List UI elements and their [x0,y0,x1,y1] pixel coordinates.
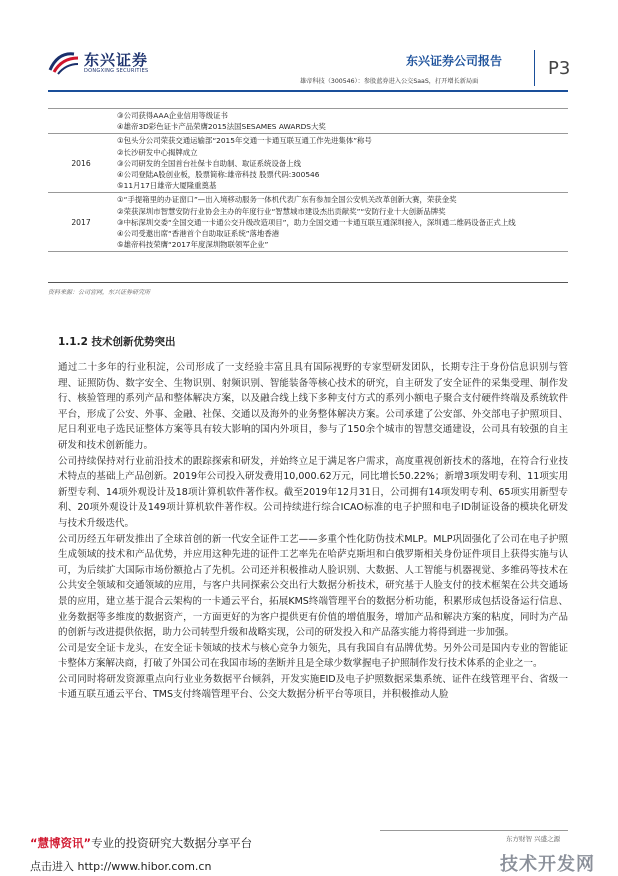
promo-text: 专业的投资研究大数据分享平台 [91,836,253,850]
page-number: P3 [548,58,571,79]
history-row [48,134,568,193]
history-item: ③公司获得AAA企业信用等级证书 [117,111,228,120]
report-subtitle: 雄帝科技（300546）：参股蓝券进入公交SaaS，打开增长新局面 [300,78,479,85]
footer-slogan: 东方财智 兴盛之源 [506,835,561,843]
history-item: ③中标深圳交委“全国交通一卡通公交升级改造项目”，助力全国交通一卡通互联互通深圳接入，深圳通二维码设备正式上线 [117,217,516,227]
logo-icon [48,50,80,76]
report-title: 东兴证券公司报告 [406,54,503,68]
header-rule [48,90,568,92]
body-text [58,360,568,703]
body-paragraph: 公司持续保持对行业前沿技术的跟踪探索和研发，并始终立足于满足客户需求，高度重视创新技术的落地，在符合行业技术特点的基础上产品创新。2019年公司投入研发费用10,000.62万元，同比增长50.22%；新增3项发明专利、11项实用新型专利、14项外观设计及18项计算机软件著作权。截至2019年12月31日，公司拥有14项发明专利、65项实用新型专利、20项外观设计及149项计算机软件著作权。公司持续进行综合ICAO标准的电子护照和电子ID制证设备的模块化研发与技术升级迭代。 [58,455,568,529]
history-item: ⑤11月17日雄帝大厦隆重奠基 [117,181,217,191]
history-item: ③公司研发的全国首台社保卡自助制、取证系统设备上线 [117,158,302,168]
footer-rule [380,830,568,831]
promo-brand: “慧博资讯” [30,836,92,850]
history-item: ①包头分公司荣获交通运输部“2015年交通一卡通互联互通工作先进集体”称号 [117,136,372,146]
history-item: ②荣获深圳市智慧安防行业协会主办的年度行业“智慧城市建设杰出贡献奖”“安防行业十大创新品牌奖 [117,206,446,216]
history-item: ①“手提箱里的办证窗口”—出入境移动服务一体机代表广东有参加全国公安机关改革创新大赛，荣获金奖 [117,195,457,205]
section-title: 1.1.2 技术创新优势突出 [58,336,176,348]
watermark-text: 技术开发网 [500,854,595,875]
history-item: ②长沙研发中心揭牌成立 [117,147,198,157]
history-items [114,193,568,252]
history-row [48,193,568,252]
body-paragraph: 公司同时将研发资源重点向行业业务数据平台倾斜，开发实施EID及电子护照数据采集系统、证件在线管理平台、省级一卡通互联互通云平台、TMS支付终端管理平台、公交大数据分析平台等项目，并积极推动人脸 [58,673,568,701]
promo-banner [30,835,252,851]
source-rule [48,282,568,283]
history-items [114,109,568,134]
history-item: ④雄帝3D彩色证卡产品荣膺2015法国SESAMES AWARDS大奖 [117,122,326,132]
body-paragraph: 通过二十多年的行业积淀，公司形成了一支经验丰富且具有国际视野的专家型研发团队，长期专注于身份信息识别与管理、证照防伪、数字安全、生物识别、射频识别、智能装备等核心技术的研究，自主研发了安全证件的采集受理、制作发行、核验管理的系列产品和整体解决方案，以及融合线上线下多种支付方式的系列小额电子聚合支付硬件终端及系统软件平台，形成了公安、外事、金融、社保、交通以及海外的业务整体解决方案。公司承建了公安部、外交部电子护照项目、尼日利亚电子选民证整体方案等具有较大影响的国内外项目，参与了150余个城市的智慧交通建设，公司具有较强的自主研发和技术创新能力。 [58,362,568,451]
body-paragraph: 公司是安全证卡龙头，在安全证卡领域的技术与核心竞争力领先，具有我国自有品牌优势。另外公司是国内专业的智能证卡整体方案解决商，打破了外国公司在我国市场的垄断并且是全球少数掌握电子护照制作发行技术体系的企业之一。 [58,642,568,670]
history-year [48,109,114,134]
history-table [48,108,568,252]
history-year: 2017 [48,193,114,252]
body-paragraph: 公司历经五年研发推出了全球首创的新一代安全证件工艺——多重个性化防伪技术MLP。MLP巩固强化了公司在电子护照生成领域的技术和产品优势，并应用这种先进的证件工艺率先在哈萨克斯坦和白俄罗斯相关身份证件项目上获得实施与认可，为后续扩大国际市场份额抢占了先机。公司还并积极推动人脸识别、大数据、人工智能与机器视觉、多维码等技术在公共安全领域和交通领域的应用，与客户共同探索公交出行大数据分析技术，研究基于人脸支付的技术框架在公共交通场景的应用，建立基于混合云架构的一卡通云平台，拓展KMS终端管理平台的数据分析功能，积累形成包括设备运行信息、业务数据等多维度的数据资产，一方面更好的为客户提供更有价值的增值服务，增加产品和解决方案的粘度，同时为产品的创新与改进提供依据，助力公司转型升级和战略实现，公司的研发投入和产品落实能力将得到进一步加强。 [58,533,568,639]
logo-name-en: DONGXING SECURITIES [84,68,149,74]
history-year: 2016 [48,134,114,193]
header-divider [534,50,535,86]
promo-link[interactable]: 点击进入 http://www.hibor.com.cn [30,860,212,873]
history-item: ⑤雄帝科技荣膺“2017年度深圳物联领军企业” [117,240,269,250]
company-logo [48,50,149,76]
history-item: ④公司登陆A股创业板，股票简称:雄帝科技 股票代码:300546 [117,170,320,180]
logo-name: 东兴证券 [84,51,149,69]
history-row [48,109,568,134]
history-item: ④公司受邀出席“香港首个自助取证系统”落地香港 [117,229,280,239]
table-source: 资料来源：公司官网，东兴证券研究所 [48,289,151,296]
history-items [114,134,568,193]
